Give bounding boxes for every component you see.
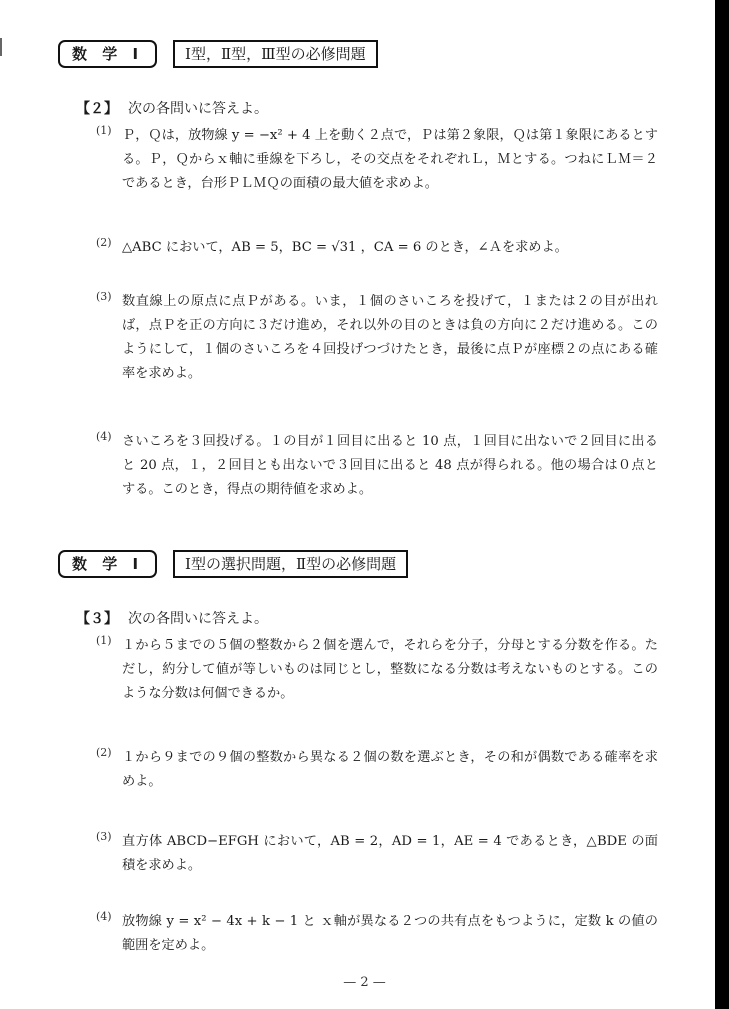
problem-number: (1) <box>96 124 112 137</box>
type-label: Ⅰ型，Ⅱ型，Ⅲ型の必修問題 <box>173 40 378 68</box>
section1-header <box>58 40 378 68</box>
problem-text: １から５までの５個の整数から２個を選んで，それらを分子，分母とする分数を作る。ただし，約分して値が等しいものは同じとし，整数になる分数は考えないものとする。このような分数は何個できるか。 <box>122 638 658 701</box>
problem-number: (4) <box>96 910 112 923</box>
problem-text: さいころを３回投げる。１の目が１回目に出ると 10 点，１回目に出ないで２回目に出ると 20 点，１，２回目とも出ないで３回目に出ると 48 点が得られる。他の場合は０点とする。このとき，得点の期待値を求めよ。 <box>122 434 658 497</box>
subject-label: 数 学 Ⅰ <box>58 40 157 68</box>
question-heading <box>76 608 268 628</box>
problem-number: (3) <box>96 830 112 843</box>
scan-edge-bar <box>715 0 729 1009</box>
problem-number: (3) <box>96 290 112 303</box>
problem-text: △ABC において，AB = 5，BC = √31 ，CA = 6 のとき，∠Ａを求めよ。 <box>122 240 568 255</box>
problem-item <box>96 430 658 502</box>
problem-text: Ｐ，Ｑは，放物線 y = −x² + 4 上を動く２点で，Ｐは第２象限，Ｑは第１象限にあるとする。Ｐ，Ｑからｘ軸に垂線を下ろし，その交点をそれぞれＬ，Ｍとする。つねにＬＭ＝２であるとき，台形ＰＬＭＱの面積の最大値を求めよ。 <box>122 128 658 191</box>
problem-item <box>96 236 658 260</box>
problem-item <box>96 746 658 794</box>
problem-number: (1) <box>96 634 112 647</box>
problem-text: 数直線上の原点に点Ｐがある。いま，１個のさいころを投げて，１または２の目が出れば，点Ｐを正の方向に３だけ進め，それ以外の目のときは負の方向に２だけ進める。このようにして，１個のさいころを４回投げつづけたとき，最後に点Ｐが座標２の点にある確率を求めよ。 <box>122 294 658 381</box>
problem-text: 放物線 y = x² − 4x + k − 1 と ｘ軸が異なる２つの共有点をもつように，定数 k の値の範囲を定めよ。 <box>122 914 658 953</box>
question-number: 【２】 <box>76 101 118 117</box>
problem-text: １から９までの９個の整数から異なる２個の数を選ぶとき，その和が偶数である確率を求めよ。 <box>122 750 658 789</box>
problem-number: (4) <box>96 430 112 443</box>
problem-item <box>96 124 658 196</box>
scan-margin-mark <box>0 38 2 56</box>
question-number: 【３】 <box>76 611 118 627</box>
problem-item <box>96 634 658 706</box>
question-instruction: 次の各問いに答えよ。 <box>128 611 268 627</box>
problem-item <box>96 290 658 386</box>
subject-label: 数 学 Ⅰ <box>58 550 157 578</box>
section2-header <box>58 550 408 578</box>
problem-number: (2) <box>96 746 112 759</box>
problem-item <box>96 830 658 878</box>
problem-item <box>96 910 658 958</box>
question-heading <box>76 98 268 118</box>
problem-text: 直方体 ABCD−EFGH において，AB = 2，AD = 1，AE = 4 であるとき，△BDE の面積を求めよ。 <box>122 834 658 873</box>
type-label: Ⅰ型の選択問題，Ⅱ型の必修問題 <box>173 550 408 578</box>
problem-number: (2) <box>96 236 112 249</box>
question-instruction: 次の各問いに答えよ。 <box>128 101 268 117</box>
page-number: — 2 — <box>343 975 386 990</box>
